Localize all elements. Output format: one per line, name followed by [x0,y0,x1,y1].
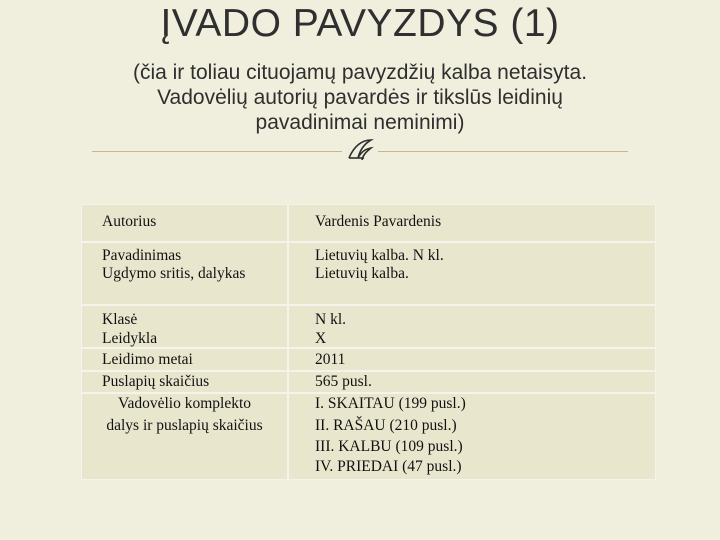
row-value: X [315,330,327,347]
row-value: 565 pusl. [315,373,372,390]
row-label: Pavadinimas [102,247,182,264]
row-divider [82,392,655,394]
subtitle-line-2: Vadovėlių autorių pavardės ir tikslūs leidinių [157,86,563,109]
flourish-icon [346,136,374,164]
divider-right [378,151,628,152]
row-label: Leidimo metai [102,351,193,368]
row-label: Puslapių skaičius [102,373,210,390]
row-value: I. SKAITAU (199 pusl.) [315,395,466,412]
row-label: Klasė [102,311,138,328]
row-value: Lietuvių kalba. N kl. [315,247,444,264]
row-value: Vardenis Pavardenis [315,213,442,230]
row-divider [82,370,655,372]
subtitle-line-1: (čia ir toliau cituojamų pavyzdžių kalba netaisyta. [132,61,588,84]
row-value: N kl. [315,311,346,328]
row-value: Lietuvių kalba. [315,265,409,282]
row-value: IV. PRIEDAI (47 pusl.) [315,458,462,475]
divider-left [92,151,342,152]
textbook-info-table [81,204,656,480]
slide-subtitle [60,60,660,135]
row-label: Ugdymo sritis, dalykas [102,265,246,282]
row-divider [82,304,655,306]
slide-title: ĮVADO PAVYZDYS (1) [160,2,560,45]
column-divider [287,205,289,479]
row-label: Vadovėlio komplekto [117,395,252,412]
subtitle-line-3: pavadinimai neminimi) [255,111,465,134]
row-value: II. RAŠAU (210 pusl.) [315,417,457,434]
row-label: Autorius [102,213,157,230]
row-divider [82,241,655,243]
row-label: Leidykla [102,330,158,347]
row-value: 2011 [315,351,346,368]
row-value: III. KALBU (109 pusl.) [315,438,463,455]
row-label: dalys ir puslapių skaičius [106,417,263,434]
